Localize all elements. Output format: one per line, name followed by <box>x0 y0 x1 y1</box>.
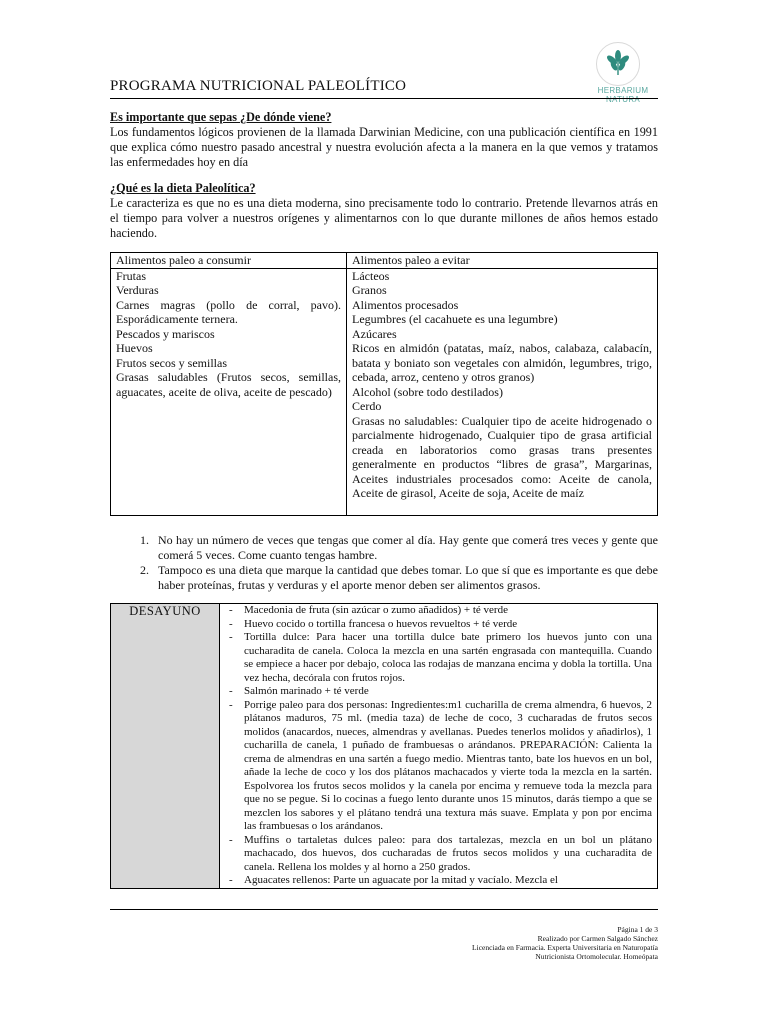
note-item: 1. No hay un número de veces que tengas que comer al día. Hay gente que comerá tres veces y gente que comerá 5 veces. Come cuanto tengas hambre. <box>152 533 658 563</box>
meal-table <box>110 603 658 889</box>
meal-label: DESAYUNO <box>111 604 220 889</box>
meal-row <box>111 604 658 889</box>
consume-item: Grasas saludables (Frutos secos, semillas, aguacates, aceite de oliva, aceite de pescado) <box>116 370 341 399</box>
consume-item: Verduras <box>116 283 159 297</box>
avoid-item: Cerdo <box>352 399 382 413</box>
document-title: PROGRAMA NUTRICIONAL PALEOLÍTICO <box>110 78 407 94</box>
footer <box>472 925 658 961</box>
credential-line: Nutricionista Ortomolecular. Homeópata <box>535 952 658 961</box>
foods-table <box>110 252 658 516</box>
foods-table-header-row <box>111 253 658 269</box>
page-number: Página 1 de 3 <box>617 925 658 934</box>
consume-cell <box>111 268 347 515</box>
avoid-item: Grasas no saludables: Cualquier tipo de aceite hidrogenado o parcialmente hidrogenado, Cualquier tipo de grasa artificial creada en laboratorios como grasas trans presentes generalmente en productos “libres de grasa”, Margarinas, Aceites industriales procesados como: Aceite de canola, Aceite de girasol, Aceite de soja, Aceite de maíz <box>352 413 652 500</box>
consume-item: Frutos secos y semillas <box>116 355 227 370</box>
foods-table-row <box>111 268 658 515</box>
meal-item: - Aguacates rellenos: Parte un aguacate por la mitad y vacíalo. Mezcla el <box>220 874 652 888</box>
avoid-item: Legumbres (el cacahuete es una legumbre) <box>352 312 558 326</box>
meal-item: - Muffins o tartaletas dulces paleo: para dos tartalezas, mezcla en un bol un plátano machacado, dos huevos, dos cucharadas de frutos secos molidos y una cucharadita de canela. Rellena los moldes y al horno a 250 grados. <box>220 834 652 875</box>
meal-list <box>220 604 652 888</box>
logo-text: HERBARIUM NATURA <box>597 86 649 104</box>
consume-item: Huevos <box>116 341 153 355</box>
herbarium-logo <box>586 42 660 104</box>
avoid-item: Granos <box>352 283 387 297</box>
intro-section <box>110 110 658 170</box>
avoid-cell <box>347 268 658 515</box>
meal-item: - Macedonia de fruta (sin azúcar o zumo añadidos) + té verde <box>220 604 652 618</box>
consume-item: Frutas <box>116 268 146 283</box>
avoid-item: Azúcares <box>352 326 397 341</box>
what-body: Le caracteriza es que no es una dieta moderna, sino precisamente todo lo contrario. Pretende llevarnos atrás en el tiempo para volver a nuestros orígenes y alimentarnos con lo que durante millones de años hemos estado haciendo. <box>110 196 658 240</box>
consume-item: Carnes magras (pollo de corral, pavo). Esporádicamente ternera. <box>116 297 341 326</box>
header-consume: Alimentos paleo a consumir <box>111 253 347 269</box>
meal-items-cell <box>220 604 658 889</box>
intro-body: Los fundamentos lógicos provienen de la llamada Darwinian Medicine, con una publicación científica en 1991 que explica cómo nuestro pasado ancestral y nuestra evolución afecta a la manera en la que vemos y tratamos las enfermedades hoy en día <box>110 125 658 169</box>
credential-line: Licenciada en Farmacia. Experta Universitaria en Naturopatía <box>472 943 658 952</box>
leaf-icon <box>603 48 633 78</box>
avoid-item: Alimentos procesados <box>352 297 459 312</box>
note-item: 2. Tampoco es una dieta que marque la cantidad que debes tomar. Lo que sí que es importante es que debe haber proteínas, frutas y verduras y el aporte menor deben ser alimentos grasos. <box>152 563 658 593</box>
header-avoid: Alimentos paleo a evitar <box>347 253 658 269</box>
meal-item: - Porrige paleo para dos personas: Ingredientes:m1 cucharilla de crema almendra, 6 huevos, 2 plátanos maduros, 75 ml. (media taza) de leche de coco, 3 cucharadas de frutos secos molidos (anacardos, nueces, almendras y avellanas. Puedes tenerlos molidos y añadirlos), 1 cucharilla de canela, 1 puñado de frambuesas o arándanos. PREPARACIÓN: Calienta la crema de almendras en una sartén a fuego medio. Mientras tanto, bate los huevos en un bol, añade la leche de coco y los dos plátanos machacados y vierte toda la mezcla en la sartén. Espolvorea los frutos secos molidos y la canela por encima y remueve toda la mezcla para que no se pegue. Si lo cocinas a fuego lento durante unos 15 minutos, darás tiempo a que se mezclen los sabores y el plátano tendrá una textura más suave. Emplata y pon por encima las frambuesas o los arándanos. <box>220 699 652 834</box>
author-line: Realizado por Carmen Salgado Sánchez <box>537 934 658 943</box>
meal-item: - Salmón marinado + té verde <box>220 685 652 699</box>
avoid-item: Ricos en almidón (patatas, maíz, nabos, calabaza, calabacín, batata y boniato son vegetales con almidón, legumbres, trigo, cebada, arroz, centeno y otros granos) <box>352 341 652 384</box>
meal-item: - Huevo cocido o tortilla francesa o huevos revueltos + té verde <box>220 618 652 632</box>
header-divider <box>110 98 658 99</box>
what-section <box>110 181 658 241</box>
avoid-item: Alcohol (sobre todo destilados) <box>352 384 503 399</box>
consume-item: Pescados y mariscos <box>116 326 215 341</box>
meal-item: - Tortilla dulce: Para hacer una tortilla dulce bate primero los huevos junto con una cucharadita de canela. Coloca la mezcla en una sartén engrasada con mantequilla. Cuando se empiece a hacer por debajo, coloca las rodajas de manzana encima y dobla la tortilla. Una vez hecha, decórala con frutos rojos. <box>220 631 652 685</box>
what-heading: ¿Qué es la dieta Paleolítica? <box>110 181 256 195</box>
footer-divider <box>110 909 658 910</box>
intro-heading: Es importante que sepas ¿De dónde viene? <box>110 110 332 124</box>
avoid-item: Lácteos <box>352 268 390 283</box>
notes-list <box>110 533 658 593</box>
